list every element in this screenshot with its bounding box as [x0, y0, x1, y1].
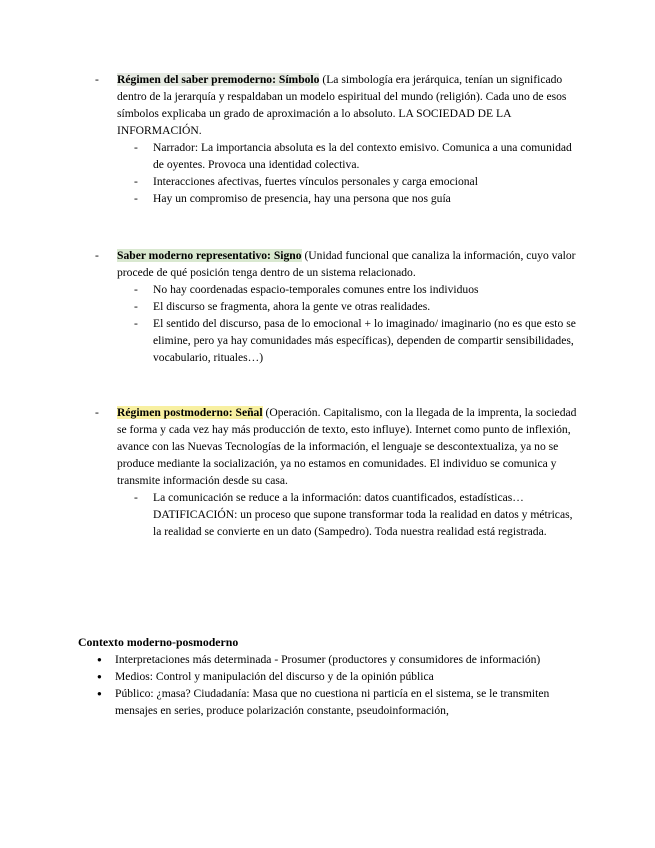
paragraph — [117, 404, 577, 489]
dash-bullet: - — [134, 300, 138, 313]
dash-bullet: - — [95, 73, 99, 86]
dash-bullet: - — [134, 192, 138, 205]
highlighted-term: Régimen del saber premoderno: Símbolo — [117, 73, 320, 86]
list-item-content — [117, 71, 577, 207]
section-heading: Contexto moderno-posmoderno — [78, 635, 239, 649]
sub-list — [117, 281, 577, 366]
dash-bullet: - — [134, 141, 138, 154]
bullet-list — [78, 651, 577, 719]
bullet-list-item — [78, 685, 577, 719]
highlighted-term: Régimen postmoderno: Señal — [117, 406, 263, 419]
bullet-list-item — [78, 668, 577, 685]
list-item — [78, 404, 577, 540]
sub-list-item — [117, 190, 577, 207]
paragraph — [117, 71, 577, 139]
sub-item-text: Interacciones afectivas, fuertes vínculos personales y carga emocional — [153, 175, 478, 188]
dash-bullet: - — [95, 249, 99, 262]
list-item — [78, 247, 577, 366]
paragraph — [117, 247, 577, 281]
highlighted-term: Saber moderno representativo: Signo — [117, 249, 302, 262]
sub-list-item — [117, 315, 577, 366]
paragraph-text: (La simbología era jerárquica, tenían un significado dentro de la jerarquía y respaldaban un modelo espiritual del mundo (religión). Cada uno de esos símbolos explicaba un grado de aproximación a lo absoluto. LA SOCIEDAD DE LA INFORMACIÓN. — [117, 73, 567, 137]
sub-list-item — [117, 173, 577, 190]
sub-list-item — [117, 298, 577, 315]
sub-list-item — [117, 281, 577, 298]
dash-bullet: - — [134, 491, 138, 504]
sub-item-text: El sentido del discurso, pasa de lo emocional + lo imaginado/ imaginario (no es que esto se elimine, pero ya hay comunidades más específicas), dependen de compartir sensibilidades, vocabulario, rituales…) — [153, 317, 576, 364]
sub-list — [117, 139, 577, 207]
bullet-item-text: Medios: Control y manipulación del discurso y de la opinión pública — [115, 670, 434, 683]
sub-item-text: Narrador: La importancia absoluta es la del contexto emisivo. Comunica a una comunidad de oyentes. Provoca una identidad colectiva. — [153, 141, 572, 171]
round-bullet: ● — [97, 672, 102, 681]
bullet-item-text: Público: ¿masa? Ciudadanía: Masa que no cuestiona ni particía en el sistema, se le transmiten mensajes en series, produce polarización constante, pseudoinformación, — [115, 687, 550, 717]
dash-bullet: - — [95, 406, 99, 419]
dash-bullet: - — [134, 283, 138, 296]
paragraph-text: (Unidad funcional que canaliza la información, cuyo valor procede de qué posición tenga dentro de un sistema relacionado. — [117, 249, 576, 279]
sub-item-text: El discurso se fragmenta, ahora la gente ve otras realidades. — [153, 300, 431, 313]
list-item-content — [117, 404, 577, 540]
round-bullet: ● — [97, 689, 102, 698]
sub-list-item — [117, 139, 577, 173]
round-bullet: ● — [97, 655, 102, 664]
dash-bullet: - — [134, 175, 138, 188]
sub-list-item — [117, 489, 577, 540]
list-item — [78, 71, 577, 207]
list-item-content — [117, 247, 577, 366]
bullet-item-text: Interpretaciones más determinada - Prosumer (productores y consumidores de información) — [115, 653, 541, 666]
dash-bullet: - — [134, 317, 138, 330]
sub-list — [117, 489, 577, 540]
sub-item-text: No hay coordenadas espacio-temporales comunes entre los individuos — [153, 283, 479, 296]
sub-item-text: La comunicación se reduce a la información: datos cuantificados, estadísticas… DATIFICACIÓN: un proceso que supone transformar toda la realidad en datos y métricas, la realidad se convierte en un dato (Sampedro). Toda nuestra realidad está registrada. — [153, 491, 573, 538]
bullet-list-item — [78, 651, 577, 668]
sub-item-text: Hay un compromiso de presencia, hay una persona que nos guía — [153, 192, 451, 205]
paragraph-text: (Operación. Capitalismo, con la llegada de la imprenta, la sociedad se forma y cada vez hay más producción de texto, esto influye). Internet como punto de inflexión, avance con las Nuevas Tecnologías de la información, el lenguaje se descontextualiza, ya no se produce mediante la socialización, ya no estamos en comunidades. El individuo se comunica y transmite información desde su casa. — [117, 406, 577, 487]
